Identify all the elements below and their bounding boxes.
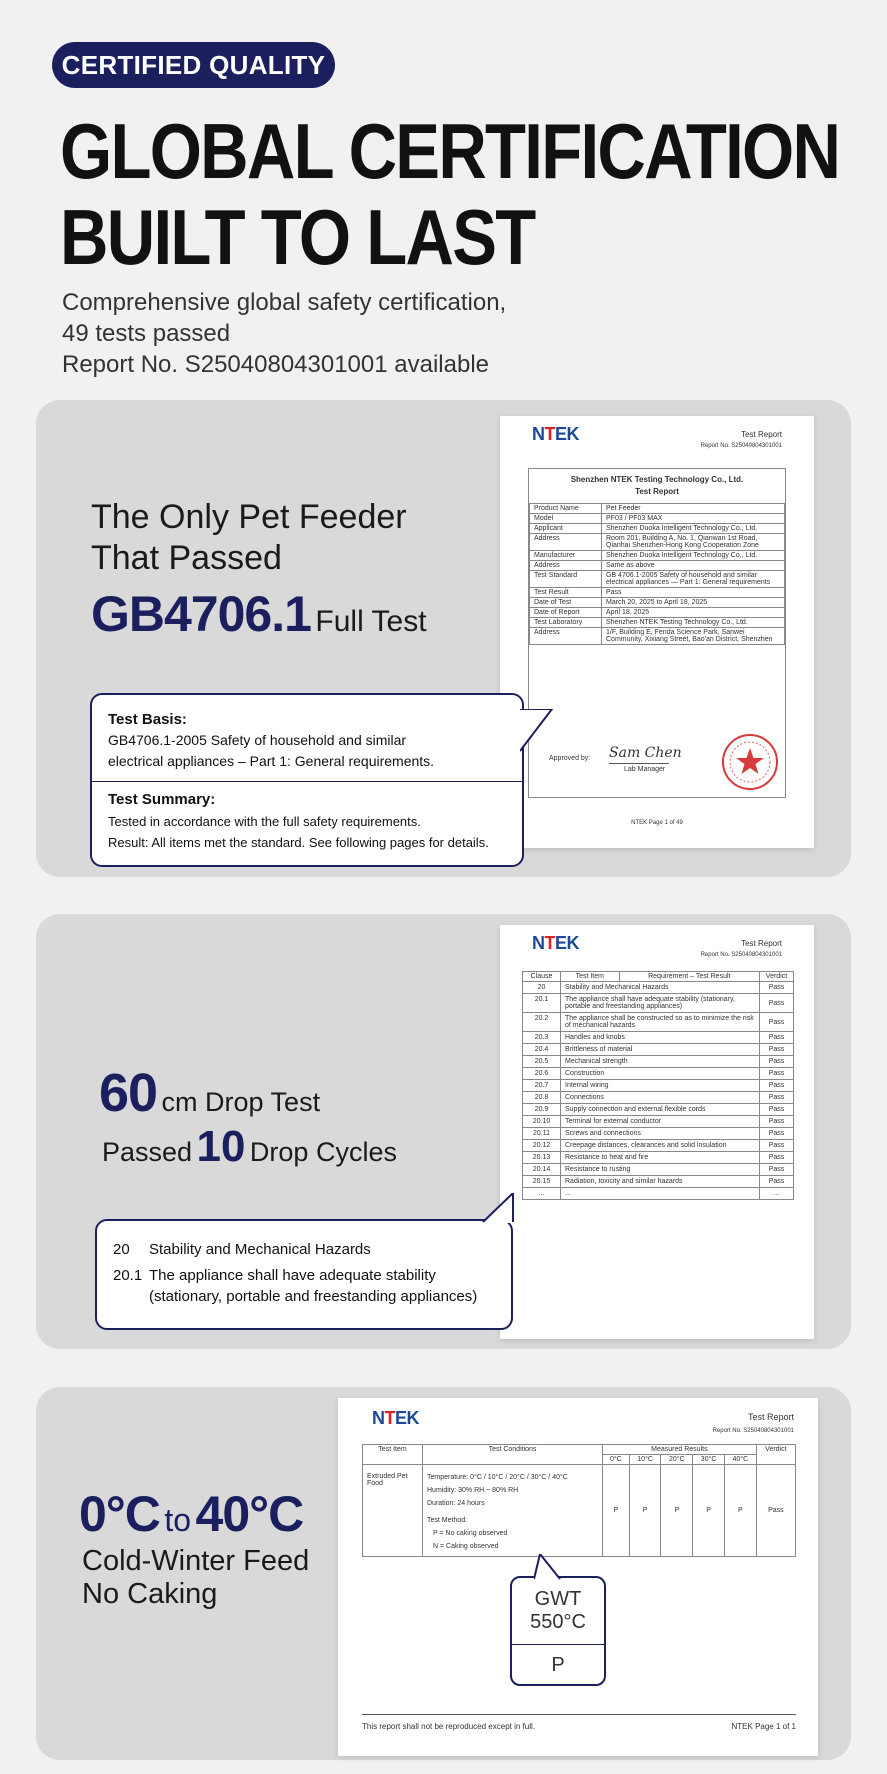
test-summary-line-2: Result: All items met the standard. See following pages for details.: [108, 835, 489, 850]
clause-verdict: Pass: [760, 994, 794, 1013]
headline-line-2: BUILT TO LAST: [60, 193, 535, 281]
test-summary-title: Test Summary:: [108, 791, 216, 808]
clause-item: Construction: [561, 1068, 760, 1080]
col-temp-20: 20°C: [661, 1455, 693, 1465]
clause-table: [522, 971, 794, 1200]
clause-number: 20.3: [523, 1032, 561, 1044]
drop-height-number: 60: [99, 1063, 158, 1123]
standard-code: GB4706.1: [91, 586, 311, 642]
summary-field-value: March 20, 2025 to April 18, 2025: [602, 598, 785, 608]
clause-number: 20.12: [523, 1140, 561, 1152]
report-footer-page: NTEK Page 1 of 1: [731, 1722, 796, 1731]
ntek-logo: NTEK: [372, 1408, 420, 1428]
clause-item: Terminal for external conductor: [561, 1116, 760, 1128]
section-gb4706-card: [36, 400, 851, 877]
clause-item: Supply connection and external flexible cords: [561, 1104, 760, 1116]
summary-field-label: Date of Test: [530, 598, 602, 608]
drop-cycles-label: Drop Cycles: [249, 1137, 397, 1167]
summary-field-label: Applicant: [530, 524, 602, 534]
clause-number: 20.9: [523, 1104, 561, 1116]
summary-field-label: Test Standard: [530, 571, 602, 588]
report-org: Shenzhen NTEK Testing Technology Co., Ltd.: [570, 475, 744, 484]
summary-field-value: Shenzhen Duoka Intelligent Technology Co., Ltd.: [602, 524, 785, 534]
report-summary-row: [530, 561, 785, 571]
clause-verdict: Pass: [760, 1092, 794, 1104]
col-temp-10: 10°C: [629, 1455, 661, 1465]
col-measured-results: Measured Results: [603, 1445, 757, 1455]
clause-row: [523, 982, 794, 994]
report-summary-row: [530, 551, 785, 561]
feature-line-1: Cold-Winter Feed: [82, 1545, 310, 1577]
temp-low: 0°C: [79, 1486, 160, 1542]
clause-row: [523, 1116, 794, 1128]
section-temperature-card: [36, 1387, 851, 1760]
summary-field-label: Address: [530, 628, 602, 645]
summary-field-label: Address: [530, 534, 602, 551]
standard-code-suffix: Full Test: [315, 605, 427, 638]
clause-verdict: Pass: [760, 1128, 794, 1140]
report-header: Test Report: [747, 1412, 794, 1422]
summary-field-value: Same as above: [602, 561, 785, 571]
clause-verdict: Pass: [760, 1164, 794, 1176]
standard-code-line: [91, 585, 427, 643]
test-basis-title: Test Basis:: [108, 711, 187, 728]
clause-item: Internal wiring: [561, 1080, 760, 1092]
summary-field-label: Manufacturer: [530, 551, 602, 561]
role-label: Lab Manager: [624, 766, 666, 773]
approved-by-label: Approved by:: [549, 755, 591, 762]
clause-row: [523, 1128, 794, 1140]
clause-row: [523, 1013, 794, 1032]
result-20: P: [661, 1465, 693, 1557]
col-temp-0: 0°C: [603, 1455, 630, 1465]
clause-20-1-line-2: (stationary, portable and freestanding appliances): [149, 1288, 478, 1305]
clause-item: The appliance shall have adequate stability (stationary, portable and freestanding appliances): [561, 994, 760, 1013]
report-summary-row: [530, 608, 785, 618]
summary-field-label: Model: [530, 514, 602, 524]
clause-row: [523, 1080, 794, 1092]
clause-20-1-number: 20.1: [113, 1267, 143, 1284]
summary-field-value: Shenzhen NTEK Testing Technology Co., Ltd.: [602, 618, 785, 628]
col-temp-40: 40°C: [724, 1455, 756, 1465]
summary-field-value: Shenzhen Duoka Intelligent Technology Co., Ltd.: [602, 551, 785, 561]
test-report-temperature: [338, 1398, 818, 1756]
clause-row: [523, 1032, 794, 1044]
report-header: Test Report: [741, 939, 782, 948]
clause-verdict: Pass: [760, 1140, 794, 1152]
clause-table-column-header: Clause: [523, 972, 561, 982]
clause-verdict: Pass: [760, 1176, 794, 1188]
certified-quality-badge: CERTIFIED QUALITY: [52, 42, 335, 88]
report-summary-row: [530, 571, 785, 588]
subline-2: 49 tests passed: [62, 320, 231, 347]
clause-verdict: Pass: [760, 1104, 794, 1116]
clause-number: 20.10: [523, 1116, 561, 1128]
clause-verdict: Pass: [760, 1013, 794, 1032]
clause-number: 20.8: [523, 1092, 561, 1104]
headline: [60, 108, 839, 280]
passed-label: Passed: [102, 1137, 193, 1167]
summary-field-value: Pass: [602, 588, 785, 598]
gwt-temperature: 550°C: [530, 1611, 586, 1633]
callout-pointer: [534, 1554, 562, 1580]
summary-field-label: Product Name: [530, 504, 602, 514]
signature-line: [609, 763, 669, 764]
gwt-label: GWT: [534, 1588, 582, 1610]
clause-row: [523, 1044, 794, 1056]
clause-number: 20: [523, 982, 561, 994]
drop-cycles-line: [102, 1122, 397, 1172]
clause-verdict: Pass: [760, 982, 794, 994]
clause-number: 20.13: [523, 1152, 561, 1164]
col-temp-30: 30°C: [693, 1455, 725, 1465]
callout-divider: [92, 781, 522, 782]
clause-row: [523, 1140, 794, 1152]
clause-number: 20.6: [523, 1068, 561, 1080]
report-summary-row: [530, 598, 785, 608]
headline-line-1: GLOBAL CERTIFICATION: [60, 107, 840, 195]
clause-row: [523, 1188, 794, 1200]
col-test-conditions: Test Conditions: [423, 1445, 603, 1465]
gwt-divider: [512, 1644, 604, 1645]
test-report-page-1: [500, 416, 814, 848]
clause-item: Radiation, toxicity and similar hazards: [561, 1176, 760, 1188]
result-0: P: [603, 1465, 630, 1557]
clause-row: [523, 1152, 794, 1164]
clause-20-1-line-1: The appliance shall have adequate stability: [149, 1267, 436, 1284]
clause-number: 20.7: [523, 1080, 561, 1092]
summary-field-label: Test Result: [530, 588, 602, 598]
summary-field-value: GB 4706.1-2005 Safety of household and similar electrical appliances — Part 1: General requirements: [602, 571, 785, 588]
test-summary-line-1: Tested in accordance with the full safety requirements.: [108, 814, 421, 829]
clause-row: [523, 1068, 794, 1080]
section-drop-test-card: [36, 914, 851, 1349]
test-basis-line-2: electrical appliances – Part 1: General requirements.: [108, 753, 435, 769]
clause-verdict: Pass: [760, 1056, 794, 1068]
summary-field-label: Test Laboratory: [530, 618, 602, 628]
report-footer-note: This report shall not be reproduced except in full.: [362, 1722, 535, 1731]
summary-field-label: Date of Report: [530, 608, 602, 618]
clause-item: Screws and connections: [561, 1128, 760, 1140]
report-summary-row: [530, 534, 785, 551]
clause-number: 20.11: [523, 1128, 561, 1140]
report-title: Test Report: [635, 487, 679, 496]
clause-number: 20.4: [523, 1044, 561, 1056]
signature: Sam Chen: [609, 745, 682, 761]
report-summary-row: [530, 504, 785, 514]
clause-number: 20.2: [523, 1013, 561, 1032]
clause-table-column-header: Verdict: [760, 972, 794, 982]
col-test-item: Test Item: [363, 1445, 423, 1465]
clause-row: [523, 1164, 794, 1176]
clause-verdict: Pass: [760, 1068, 794, 1080]
test-basis-line-1: GB4706.1-2005 Safety of household and similar: [108, 732, 407, 748]
temp-high: 40°C: [195, 1486, 304, 1542]
clause-item: ...: [561, 1188, 760, 1200]
clause-verdict: Pass: [760, 1032, 794, 1044]
summary-field-label: Address: [530, 561, 602, 571]
report-header: Test Report: [741, 430, 782, 439]
report-page-number: NTEK Page 1 of 49: [631, 820, 683, 826]
clause-row: [523, 1056, 794, 1068]
report-number: Report No. S25040804301001: [712, 1428, 794, 1434]
summary-field-value: 1/F, Building E, Fenda Science Park, Sanwei Community, Xixiang Street, Bao'an District, Shenzhen: [602, 628, 785, 645]
clause-20-number: 20: [113, 1241, 130, 1258]
summary-field-value: Room 201, Building A, No. 1, Qianwan 1st Road, Qianhai Shenzhen-Hong Kong Cooperation Zone: [602, 534, 785, 551]
clause-number: 20.5: [523, 1056, 561, 1068]
summary-field-value: April 18, 2025: [602, 608, 785, 618]
ntek-logo: NTEK: [532, 933, 580, 953]
result-10: P: [629, 1465, 661, 1557]
clause-verdict: Pass: [760, 1152, 794, 1164]
callout-pointer: [520, 709, 554, 753]
report-number: Report No. S25040804301001: [700, 952, 782, 958]
test-basis-callout: [90, 693, 524, 867]
clause-row: [523, 994, 794, 1013]
clause-verdict: Pass: [760, 1080, 794, 1092]
clause-item: Handles and knobs: [561, 1032, 760, 1044]
clause-item: Stability and Mechanical Hazards: [561, 982, 760, 994]
summary-field-value: Pet Feeder: [602, 504, 785, 514]
callout-pointer: [481, 1193, 515, 1223]
test-item-cell: Extruded Pet Food: [363, 1465, 423, 1557]
clause-number: ...: [523, 1188, 561, 1200]
report-summary-row: [530, 588, 785, 598]
clause-table-column-header: Requirement – Test Result: [619, 972, 759, 982]
clause-number: 20.1: [523, 994, 561, 1013]
temp-to: to: [164, 1502, 192, 1538]
clause-number: 20.14: [523, 1164, 561, 1176]
clause-table-header: [523, 972, 794, 982]
result-30: P: [693, 1465, 725, 1557]
report-frame: [528, 468, 786, 798]
clause-verdict: ...: [760, 1188, 794, 1200]
clause-item: The appliance shall be constructed so as to minimize the risk of mechanical hazards: [561, 1013, 760, 1032]
drop-height-unit: cm Drop Test: [161, 1087, 321, 1117]
clause-row: [523, 1176, 794, 1188]
subline-3: Report No. S25040804301001 available: [62, 351, 489, 378]
lead-line-1: The Only Pet Feeder: [91, 498, 407, 536]
clause-item: Resistance to heat and fire: [561, 1152, 760, 1164]
col-verdict: Verdict: [756, 1445, 795, 1465]
clause-20-text: Stability and Mechanical Hazards: [149, 1241, 371, 1258]
clause-item: Creepage distances, clearances and solid insulation: [561, 1140, 760, 1152]
report-number: Report No. S25040804301001: [700, 443, 782, 449]
drop-cycles-number: 10: [196, 1122, 246, 1171]
temperature-range-line: [79, 1485, 303, 1543]
temperature-results-table: [362, 1444, 796, 1557]
clause-verdict: Pass: [760, 1116, 794, 1128]
test-report-clauses: [500, 925, 814, 1339]
clause-callout: [95, 1219, 513, 1330]
verdict-cell: Pass: [756, 1465, 795, 1557]
result-40: P: [724, 1465, 756, 1557]
clause-row: [523, 1104, 794, 1116]
report-summary-row: [530, 618, 785, 628]
clause-verdict: Pass: [760, 1044, 794, 1056]
report-summary-row: [530, 514, 785, 524]
lead-line-2: That Passed: [91, 539, 282, 577]
report-summary-row: [530, 628, 785, 645]
feature-line-2: No Caking: [82, 1578, 218, 1610]
clause-table-column-header: Test Item: [561, 972, 620, 982]
clause-item: Brittleness of material: [561, 1044, 760, 1056]
subline-1: Comprehensive global safety certification,: [62, 289, 507, 316]
gwt-result: P: [551, 1654, 565, 1676]
clause-item: Connections: [561, 1092, 760, 1104]
test-conditions-cell: Temperature: 0°C / 10°C / 20°C / 30°C / 40°C Humidity: 30% RH ~ 80% RH Duration: 24 hours Test Method: P = No caking observed N = Caking observed: [423, 1465, 603, 1557]
clause-item: Mechanical strength: [561, 1056, 760, 1068]
clause-number: 20.15: [523, 1176, 561, 1188]
footer-rule: [362, 1714, 796, 1715]
clause-row: [523, 1092, 794, 1104]
gwt-callout: [510, 1576, 606, 1686]
clause-item: Resistance to rusting: [561, 1164, 760, 1176]
red-seal-stamp: [721, 733, 779, 791]
summary-field-value: PF03 / PF03 MAX: [602, 514, 785, 524]
ntek-logo: NTEK: [532, 424, 580, 444]
report-summary-row: [530, 524, 785, 534]
report-summary-table: [529, 503, 785, 645]
drop-height-line: [99, 1062, 320, 1124]
